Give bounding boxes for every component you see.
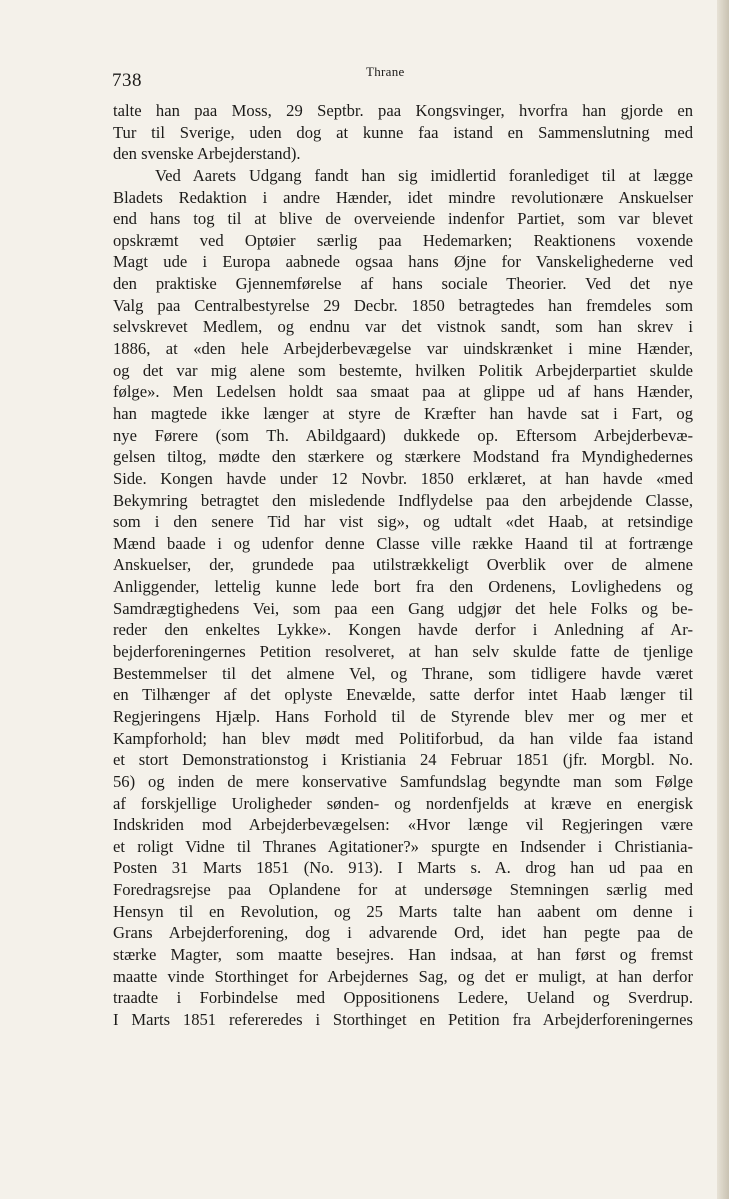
- text-line: I Marts 1851 refereredes i Storthinget en Petition fra Arbejderforeningernes: [113, 1009, 693, 1029]
- text-line: den svenske Arbejderstand).: [113, 144, 301, 164]
- text-line: Valg paa Centralbestyrelse 29 Decbr. 1850 betragtedes han fremdeles som: [113, 295, 693, 315]
- text-line: et roligt Vidne til Thranes Agitationer?» spurgte en Indsender i Christiania-: [113, 836, 693, 856]
- text-line: reder den enkeltes Lykke». Kongen havde derfor i Anledning af Ar-: [113, 620, 693, 640]
- text-line: Anliggender, lettelig kunne lede bort fra den Ordenens, Lovlighedens og: [113, 577, 693, 597]
- text-line: Kampforhold; han blev mødt med Politiforbud, da han vilde faa istand: [113, 728, 693, 748]
- text-line: Samdrægtighedens Vei, som paa een Gang udgjør det hele Folks og be-: [113, 598, 693, 618]
- text-line: Grans Arbejderforening, dog i advarende Ord, idet han pegte paa de: [113, 923, 693, 943]
- text-line: Hensyn til en Revolution, og 25 Marts talte han aabent om denne i: [113, 901, 693, 921]
- text-line: Indskriden mod Arbejderbevægelsen: «Hvor længe vil Regjeringen være: [113, 815, 693, 835]
- text-line: Mænd baade i og udenfor denne Classe ville række Haand til at fortrænge: [113, 533, 693, 553]
- text-line: Foredragsrejse paa Oplandene for at undersøge Stemningen særlig med: [113, 880, 693, 900]
- text-line: han magtede ikke længer at styre de Kræfter han havde sat i Fart, og: [113, 403, 693, 423]
- text-line: som i den senere Tid har vist sig», og udtalt «det Haab, at retsindige: [113, 512, 693, 532]
- text-line: 1886, at «den hele Arbejderbevægelse var uindskrænket i mine Hænder,: [113, 339, 693, 359]
- text-line: end hans tog til at blive de overveiende indenfor Partiet, som var blevet: [113, 209, 693, 229]
- text-line: Side. Kongen havde under 12 Novbr. 1850 erklæret, at han havde «med: [113, 468, 693, 488]
- text-line: gelsen tiltog, mødte den stærkere og stærkere Modstand fra Myndighedernes: [113, 447, 693, 467]
- page-header: [112, 62, 694, 92]
- text-line: maatte vinde Storthinget for Arbejdernes Sag, og det er muligt, at han derfor: [113, 966, 693, 986]
- text-line: et stort Demonstrationstog i Kristiania 24 Februar 1851 (jfr. Morgbl. No.: [113, 750, 693, 770]
- body-text: [113, 100, 693, 1031]
- running-head: Thrane: [366, 64, 405, 79]
- text-line: opskræmt ved Optøier særlig paa Hedemarken; Reaktionens voxende: [113, 230, 693, 250]
- text-line: Ved Aarets Udgang fandt han sig imidlertid foranlediget til at lægge: [155, 165, 693, 185]
- text-line: Bladets Redaktion i andre Hænder, idet mindre revolutionære Anskuelser: [113, 187, 693, 207]
- text-line: af forskjellige Uroligheder sønden- og nordenfjelds at kræve en energisk: [113, 793, 693, 813]
- page-number: 738: [112, 70, 142, 91]
- text-line: den praktiske Gjennemførelse af hans sociale Theorier. Ved det nye: [113, 274, 693, 294]
- text-line: en Tilhænger af det oplyste Enevælde, satte derfor intet Haab længer til: [113, 685, 693, 705]
- page-edge-shadow: [717, 0, 729, 1199]
- text-line: Anskuelser, der, grundede paa utilstrækkeligt Overblik over de almene: [113, 555, 693, 575]
- text-line: bejderforeningernes Petition resolveret, at han selv skulde fatte de tjenlige: [113, 642, 693, 662]
- text-line: følge». Men Ledelsen holdt saa smaat paa at glippe ud af hans Hænder,: [113, 382, 693, 402]
- text-line: stærke Magter, som maatte besejres. Han indsaa, at han først og fremst: [113, 944, 693, 964]
- text-line: Posten 31 Marts 1851 (No. 913). I Marts s. A. drog han ud paa en: [113, 858, 693, 878]
- text-line: Regjeringens Hjælp. Hans Forhold til de Styrende blev mer og mer et: [113, 706, 693, 726]
- text-line: Bekymring betragtet den misledende Indflydelse paa den arbejdende Classe,: [113, 490, 693, 510]
- text-line: traadte i Forbindelse med Oppositionens Ledere, Ueland og Sverdrup.: [113, 988, 693, 1008]
- text-line: selvskrevet Medlem, og endnu var det vistnok sandt, som han skrev i: [113, 317, 693, 337]
- text-line: Bestemmelser til det almene Vel, og Thrane, som tidligere havde været: [113, 663, 693, 683]
- text-line: nye Førere (som Th. Abildgaard) dukkede op. Eftersom Arbejderbevæ-: [113, 425, 693, 445]
- text-line: 56) og inden de mere konservative Samfundslag begyndte man som Følge: [113, 771, 693, 791]
- text-line: Magt ude i Europa aabnede ogsaa hans Øjne for Vanskelighederne ved: [113, 252, 693, 272]
- text-line: og det var mig alene som bestemte, hvilken Politik Arbejderpartiet skulde: [113, 360, 693, 380]
- text-line: Tur til Sverige, uden dog at kunne faa istand en Sammenslutning med: [113, 122, 693, 142]
- text-line: talte han paa Moss, 29 Septbr. paa Kongsvinger, hvorfra han gjorde en: [113, 101, 693, 120]
